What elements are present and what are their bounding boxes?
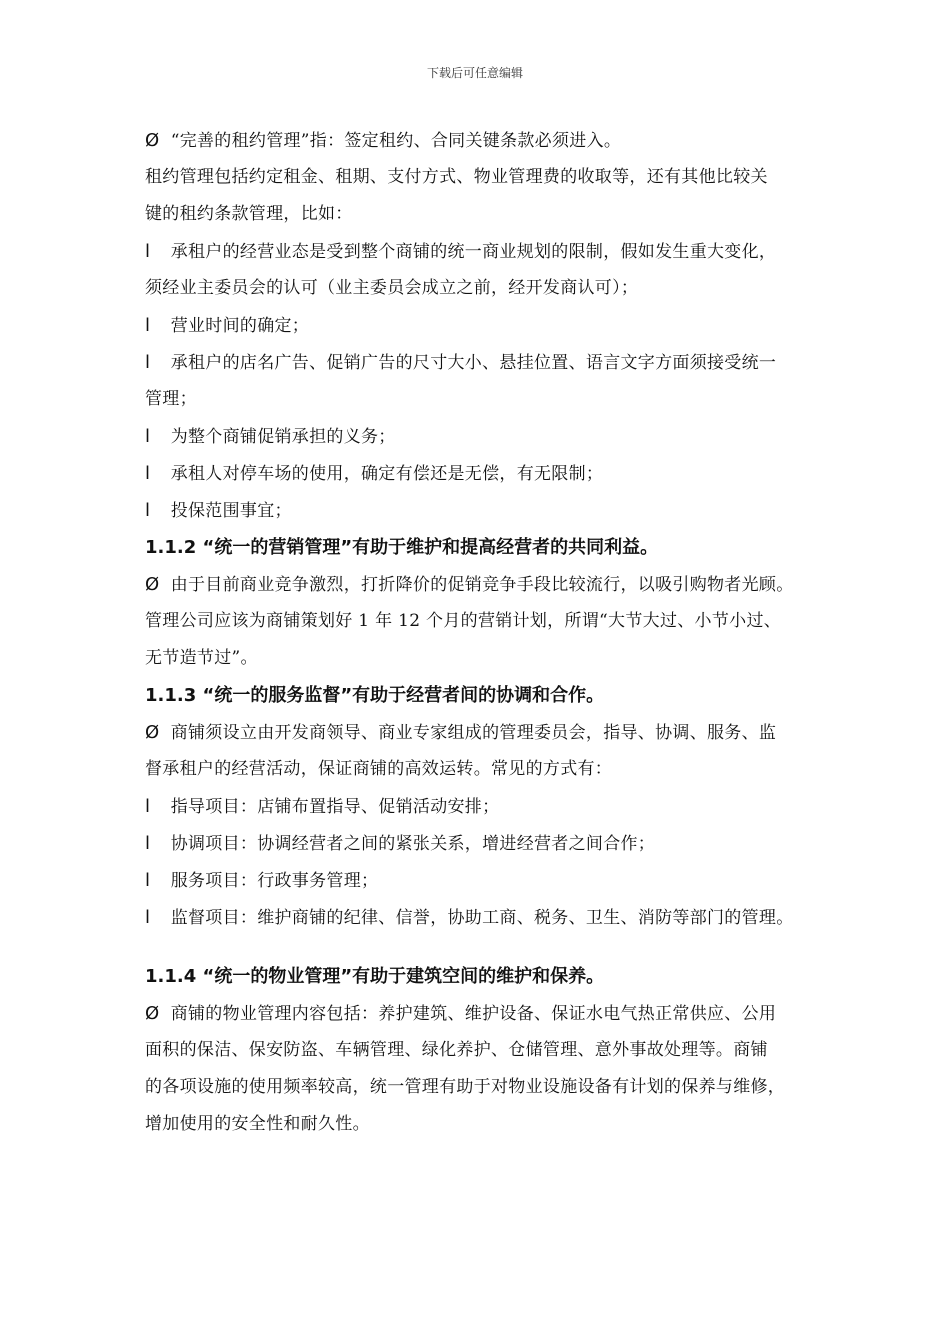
arrow-bullet-icon: Ø [145,722,160,743]
bullet-icon: l [145,241,151,262]
paragraph: Ø 由于目前商业竞争激烈，打折降价的促销竞争手段比较流行，以吸引购物者光顾。 [145,566,865,603]
section-heading: 1.1.2 “统一的营销管理”有助于维护和提高经营者的共同利益。 [145,537,659,558]
list-item: l 监督项目：维护商铺的纪律、信誉，协助工商、税务、卫生、消防等部门的管理。 [145,899,865,936]
text-line: 无节造节过”。 [145,648,258,668]
text-line: 管理； [145,389,197,409]
bullet-icon: l [145,352,151,373]
arrow-bullet-icon: Ø [145,574,160,595]
list-item: l 服务项目：行政事务管理； [145,862,865,899]
arrow-bullet-icon: Ø [145,1003,160,1024]
document-body [145,122,865,1143]
list-item: l 承租人对停车场的使用，确定有偿还是无偿，有无限制； [145,455,865,492]
text-line: 的各项设施的使用频率较高，统一管理有助于对物业设施设备有计划的保养与维修， [145,1077,786,1097]
bullet-icon: l [145,426,151,447]
list-item: l 承租户的店名广告、促销广告的尺寸大小、悬挂位置、语言文字方面须接受统一 [145,344,865,381]
bullet-icon: l [145,833,151,854]
text: “完善的租约管理”指：签定租约、合同关键条款必须进入。 [165,131,622,151]
bullet-icon: l [145,870,151,891]
bullet-icon: l [145,463,151,484]
text-line: 键的租约条款管理，比如： [145,204,353,224]
paragraph: Ø 商铺的物业管理内容包括：养护建筑、维护设备、保证水电气热正常供应、公用 [145,995,865,1032]
text-line: 须经业主委员会的认可（业主委员会成立之前，经开发商认可）； [145,278,639,298]
bullet-icon: l [145,500,151,521]
section-heading: 1.1.3 “统一的服务监督”有助于经营者间的协调和合作。 [145,685,605,706]
arrow-bullet-icon: Ø [145,130,160,151]
paragraph-lease [145,122,865,159]
bullet-icon: l [145,796,151,817]
section-heading: 1.1.4 “统一的物业管理”有助于建筑空间的维护和保养。 [145,966,605,987]
paragraph: Ø 商铺须设立由开发商领导、商业专家组成的管理委员会，指导、协调、服务、监 [145,714,865,751]
text-line: 督承租户的经营活动，保证商铺的高效运转。常见的方式有： [145,759,613,779]
list-item: l 投保范围事宜； [145,492,865,529]
text-line: 增加使用的安全性和耐久性。 [145,1114,370,1134]
list-item: l 协调项目：协调经营者之间的紧张关系，增进经营者之间合作； [145,825,865,862]
bullet-icon: l [145,907,151,928]
page-header: 下载后可任意编辑 [426,66,523,80]
text-line: 租约管理包括约定租金、租期、支付方式、物业管理费的收取等，还有其他比较关 [145,167,768,187]
bullet-icon: l [145,315,151,336]
text-line: 管理公司应该为商铺策划好 1 年 12 个月的营销计划，所谓“大节大过、小节小过、 [145,611,782,631]
list-item: l 承租户的经营业态是受到整个商铺的统一商业规划的限制，假如发生重大变化， [145,233,865,270]
text-line: 面积的保洁、保安防盗、车辆管理、绿化养护、仓储管理、意外事故处理等。商铺 [145,1040,768,1060]
list-item: l 指导项目：店铺布置指导、促销活动安排； [145,788,865,825]
spacer [145,936,865,958]
list-item: l 营业时间的确定； [145,307,865,344]
list-item: l 为整个商铺促销承担的义务； [145,418,865,455]
